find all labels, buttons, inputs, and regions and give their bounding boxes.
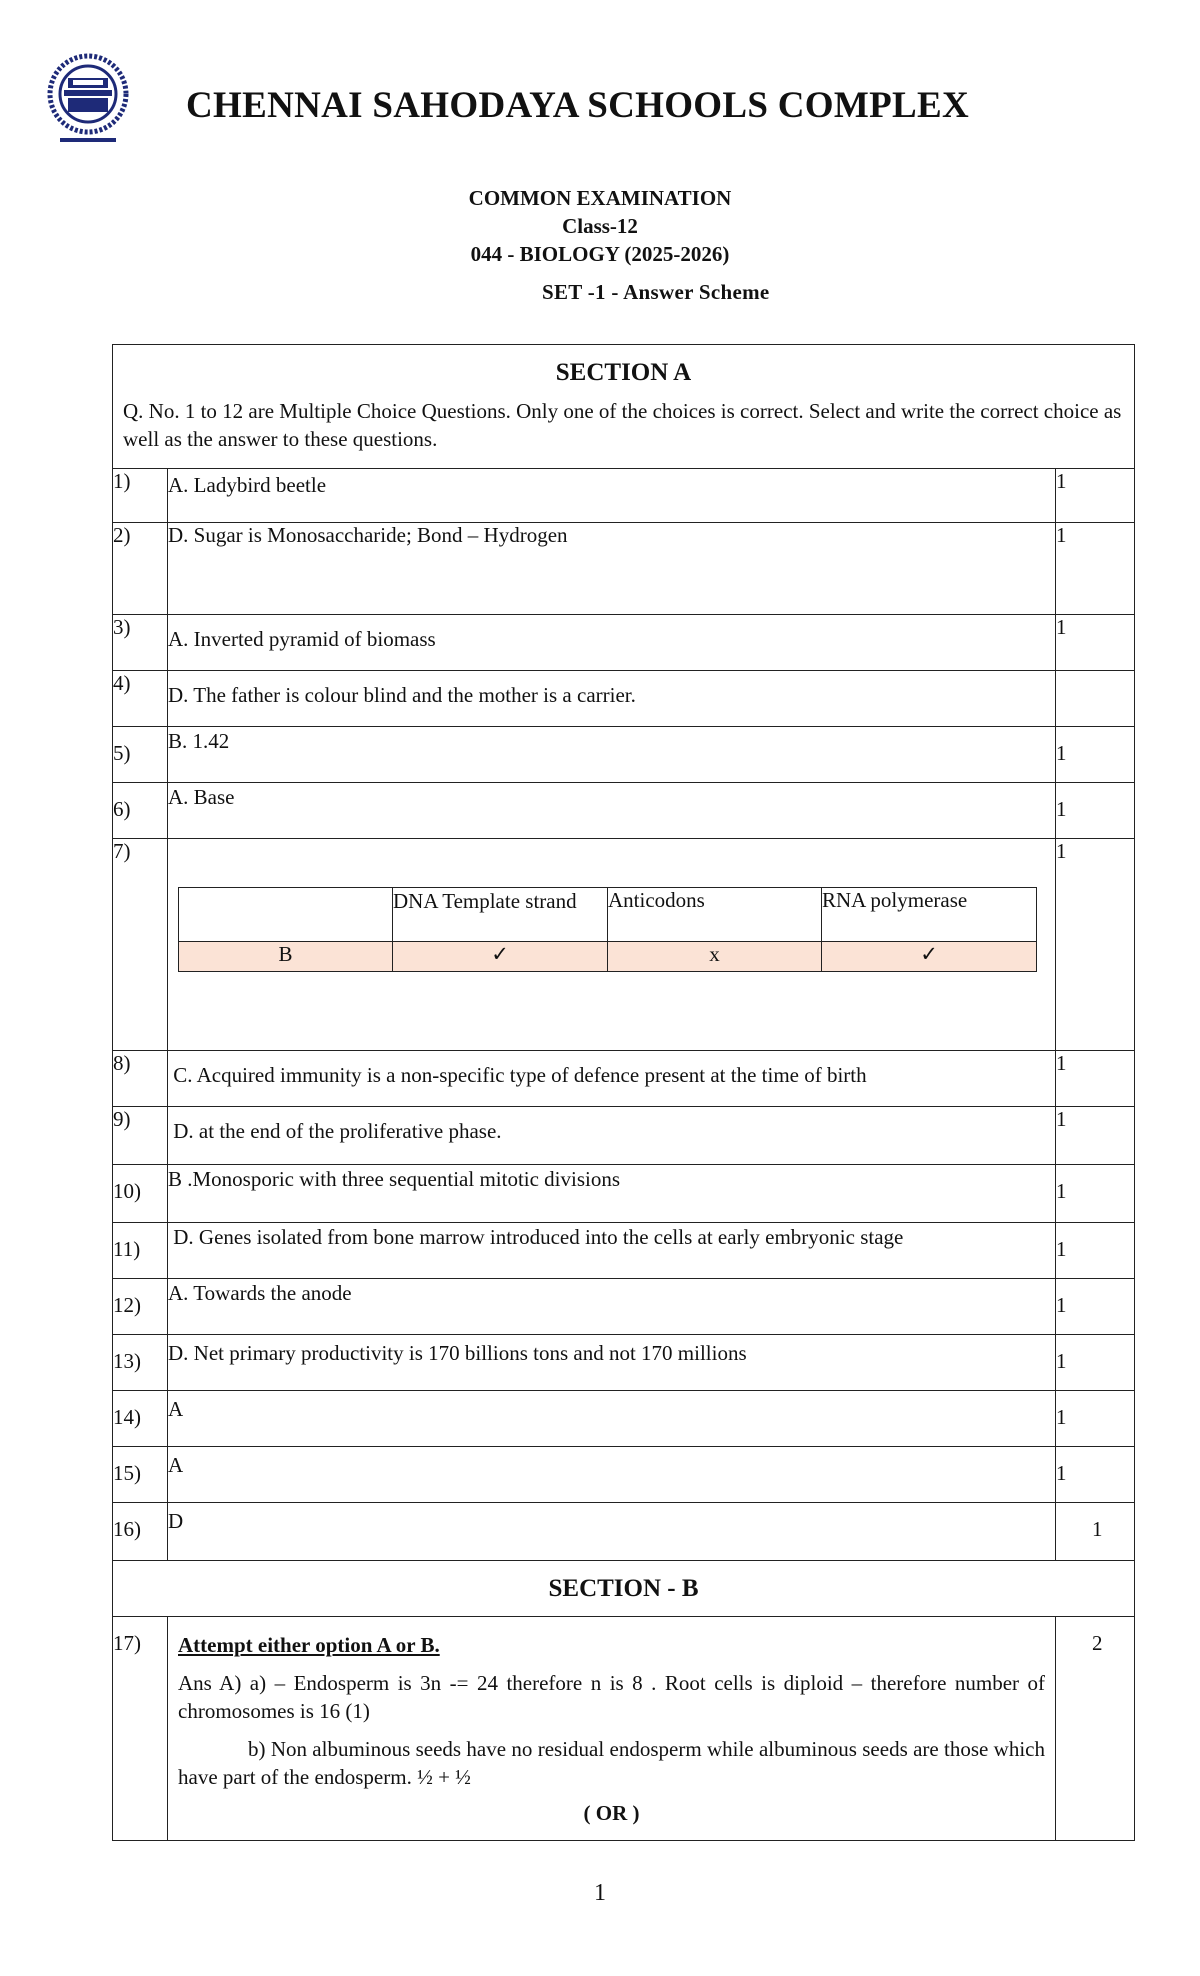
marks: 1 [1056, 1165, 1135, 1223]
marks: 1 [1056, 1051, 1135, 1107]
q17-instruction: Attempt either option A or B. [178, 1633, 440, 1657]
question-number: 6) [113, 783, 168, 839]
answer-row [113, 1223, 1135, 1279]
question-number: 14) [113, 1391, 168, 1447]
question-number: 15) [113, 1447, 168, 1503]
marks: 1 [1056, 1223, 1135, 1279]
q7-answer-cell [168, 839, 1056, 1051]
class-label: Class-12 [562, 214, 638, 238]
exam-title: COMMON EXAMINATION [468, 186, 732, 210]
q17-or-divider: ( OR ) [583, 1801, 640, 1825]
q7-header-cell [179, 888, 393, 942]
answer-row [113, 671, 1135, 727]
marks: 1 [1056, 1107, 1135, 1165]
answer-text: A. Base [168, 783, 1056, 839]
question-number: 9) [113, 1107, 168, 1165]
q17-answer-cell [168, 1617, 1056, 1841]
q7-value-cell: ✓ [822, 942, 1037, 972]
answer-text: A. Towards the anode [168, 1279, 1056, 1335]
answer-text: D. Genes isolated from bone marrow introduced into the cells at early embryonic stage [168, 1223, 1056, 1279]
section-b-title: SECTION - B [113, 1561, 1135, 1617]
question-number: 3) [113, 615, 168, 671]
question-number: 12) [113, 1279, 168, 1335]
q7-answer-table [178, 887, 1037, 972]
marks: 1 [1056, 727, 1135, 783]
q7-header-cell: RNA polymerase [822, 888, 1037, 942]
answer-text: D. at the end of the proliferative phase. [168, 1107, 1056, 1165]
question-number: 11) [113, 1223, 168, 1279]
answer-row [113, 1051, 1135, 1107]
answer-scheme-table [112, 344, 1134, 1841]
marks: 1 [1056, 469, 1135, 523]
q7-option-cell: B [179, 942, 393, 972]
marks: 1 [1056, 1503, 1135, 1561]
answer-text: A [168, 1447, 1056, 1503]
question-number: 2) [113, 523, 168, 615]
answer-text: D. Net primary productivity is 170 billions tons and not 170 millions [168, 1335, 1056, 1391]
q7-value-cell: x [608, 942, 822, 972]
question-number: 4) [113, 671, 168, 727]
marks: 1 [1056, 1391, 1135, 1447]
q17-part-a: Ans A) a) – Endosperm is 3n -= 24 therefore n is 8 . Root cells is diploid – therefore number of chromosomes is 16 (1) [178, 1671, 1045, 1723]
answer-row [113, 469, 1135, 523]
answer-text: B .Monosporic with three sequential mitotic divisions [168, 1165, 1056, 1223]
answer-text: A. Ladybird beetle [168, 469, 1056, 523]
q17-part-b: b) Non albuminous seeds have no residual endosperm while albuminous seeds are those which have part of the endosperm. ½ + ½ [178, 1737, 1045, 1789]
answer-row [113, 615, 1135, 671]
answer-row-q7 [113, 839, 1135, 1051]
marks: 1 [1056, 523, 1135, 615]
answer-row [113, 1391, 1135, 1447]
question-number: 16) [113, 1503, 168, 1561]
answer-row [113, 1503, 1135, 1561]
marks [1056, 671, 1135, 727]
section-a-instructions: Q. No. 1 to 12 are Multiple Choice Questions. Only one of the choices is correct. Select and write the correct choice as well as the answer to these questions. [123, 399, 1122, 451]
answer-text: B. 1.42 [168, 727, 1056, 783]
marks: 1 [1056, 783, 1135, 839]
question-number: 1) [113, 469, 168, 523]
page-number: 1 [594, 1880, 606, 1906]
marks: 1 [1056, 615, 1135, 671]
organization-title: CHENNAI SAHODAYA SCHOOLS COMPLEX [186, 85, 969, 126]
marks: 1 [1056, 1335, 1135, 1391]
q7-header-cell: Anticodons [608, 888, 822, 942]
answer-text: D. The father is colour blind and the mother is a carrier. [168, 671, 1056, 727]
answer-row [113, 1165, 1135, 1223]
answer-row-q17 [113, 1617, 1135, 1841]
marks: 1 [1056, 1447, 1135, 1503]
marks: 1 [1056, 839, 1135, 1051]
subject-label: 044 - BIOLOGY (2025-2026) [470, 242, 730, 266]
section-a-header [113, 345, 1135, 469]
answer-row [113, 783, 1135, 839]
question-number: 10) [113, 1165, 168, 1223]
question-number: 13) [113, 1335, 168, 1391]
answer-text: D. Sugar is Monosaccharide; Bond – Hydrogen [168, 523, 1056, 615]
answer-row [113, 1335, 1135, 1391]
answer-text: C. Acquired immunity is a non-specific type of defence present at the time of birth [168, 1051, 1056, 1107]
q7-header-cell: DNA Template strand [393, 888, 608, 942]
question-number: 5) [113, 727, 168, 783]
answer-text: A [168, 1391, 1056, 1447]
q7-value-cell: ✓ [393, 942, 608, 972]
answer-row [113, 1279, 1135, 1335]
answer-text: D [168, 1503, 1056, 1561]
answer-row [113, 523, 1135, 615]
question-number: 17) [113, 1617, 168, 1841]
answer-row [113, 1107, 1135, 1165]
marks: 1 [1056, 1279, 1135, 1335]
answer-text: A. Inverted pyramid of biomass [168, 615, 1056, 671]
question-number: 8) [113, 1051, 168, 1107]
answer-row [113, 1447, 1135, 1503]
marks: 2 [1056, 1617, 1135, 1841]
set-label: SET -1 - Answer Scheme [542, 280, 770, 304]
answer-row [113, 727, 1135, 783]
section-a-title: SECTION A [555, 359, 692, 386]
school-logo [40, 52, 136, 154]
question-number: 7) [113, 839, 168, 1051]
